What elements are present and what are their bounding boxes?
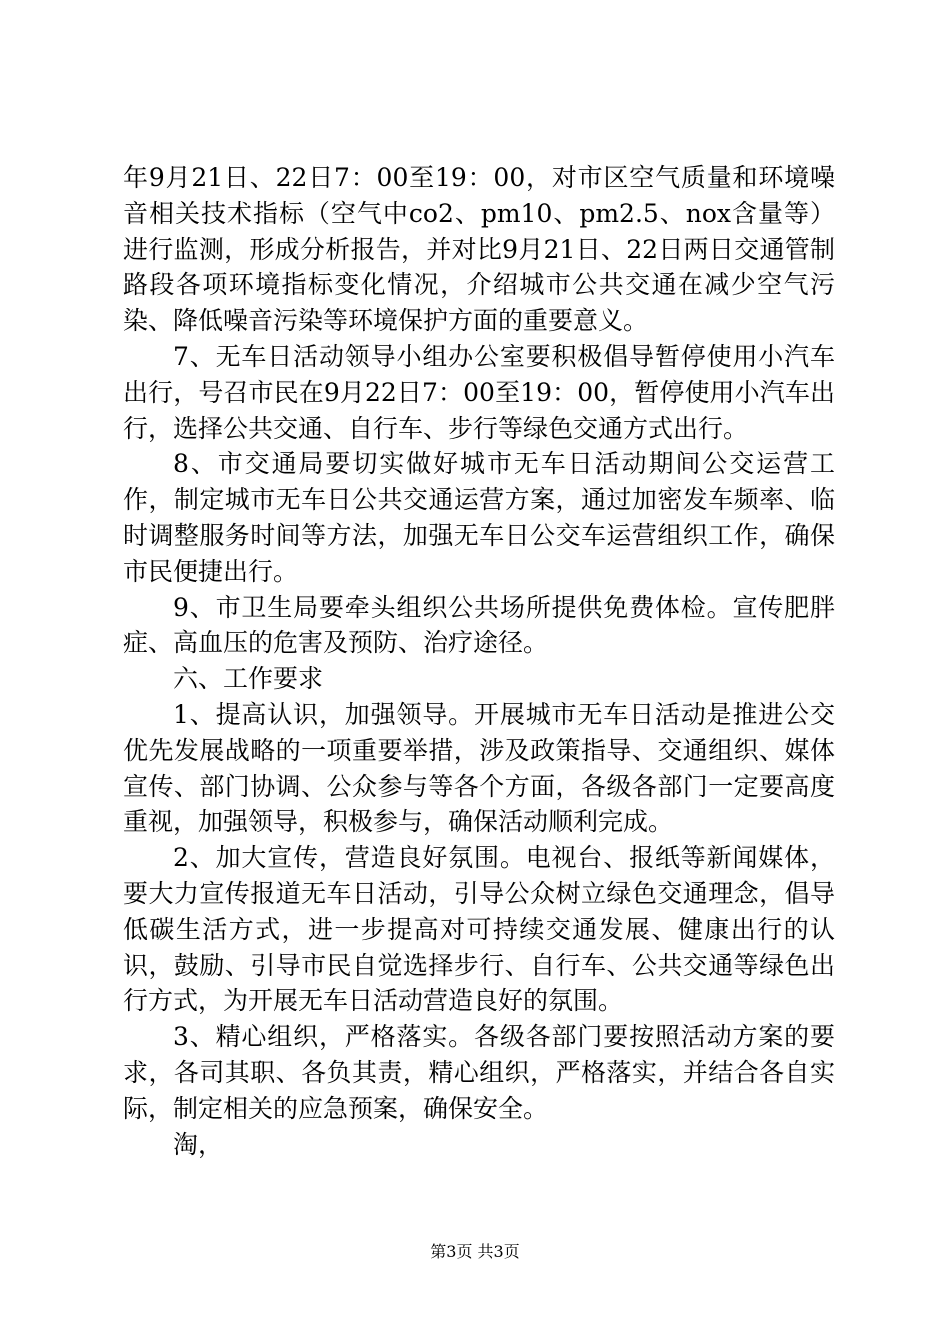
- section-heading-work-requirements: 六、工作要求: [173, 664, 324, 694]
- paragraph-continuation: 年9月21日、22日7：00至19：00，对市区空气质量和环境噪音相关技术指标（空气中co2、pm10、pm2.5、nox含量等）进行监测，形成分析报告，并对比9月21日、22日两日交通管制路段各项环境指标变化情况，介绍城市公共交通在减少空气污染、降低噪音污染等环境保护方面的重要意义。: [123, 163, 835, 336]
- page-number-footer: 第3页 共3页: [430, 1242, 520, 1261]
- paragraph-item-8: 8、市交通局要切实做好城市无车日活动期间公交运营工作，制定城市无车日公共交通运营方案，通过加密发车频率、临时调整服务时间等方法，加强无车日公交车运营组织工作，确保市民便捷出行。: [123, 449, 835, 586]
- paragraph-requirement-3: 3、精心组织，严格落实。各级各部门要按照活动方案的要求，各司其职、各负其责，精心组织，严格落实，并结合各自实际，制定相关的应急预案，确保安全。: [123, 1022, 835, 1123]
- document-body: [123, 160, 835, 1162]
- paragraph-item-9: 9、市卫生局要牵头组织公共场所提供免费体检。宣传肥胖症、高血压的危害及预防、治疗途径。: [123, 592, 835, 658]
- paragraph-item-7: 7、无车日活动领导小组办公室要积极倡导暂停使用小汽车出行，号召市民在9月22日7：00至19：00，暂停使用小汽车出行，选择公共交通、自行车、步行等绿色交通方式出行。: [123, 341, 835, 443]
- paragraph-trailing-fragment: 淘，: [173, 1129, 224, 1159]
- paragraph-requirement-1: 1、提高认识，加强领导。开展城市无车日活动是推进公交优先发展战略的一项重要举措，涉及政策指导、交通组织、媒体宣传、部门协调、公众参与等各个方面，各级各部门一定要高度重视，加强领导，积极参与，确保活动顺利完成。: [123, 699, 835, 837]
- paragraph-requirement-2: 2、加大宣传，营造良好氛围。电视台、报纸等新闻媒体，要大力宣传报道无车日活动，引导公众树立绿色交通理念，倡导低碳生活方式，进一步提高对可持续交通发展、健康出行的认识，鼓励、引导市民自觉选择步行、自行车、公共交通等绿色出行方式，为开展无车日活动营造良好的氛围。: [123, 843, 835, 1016]
